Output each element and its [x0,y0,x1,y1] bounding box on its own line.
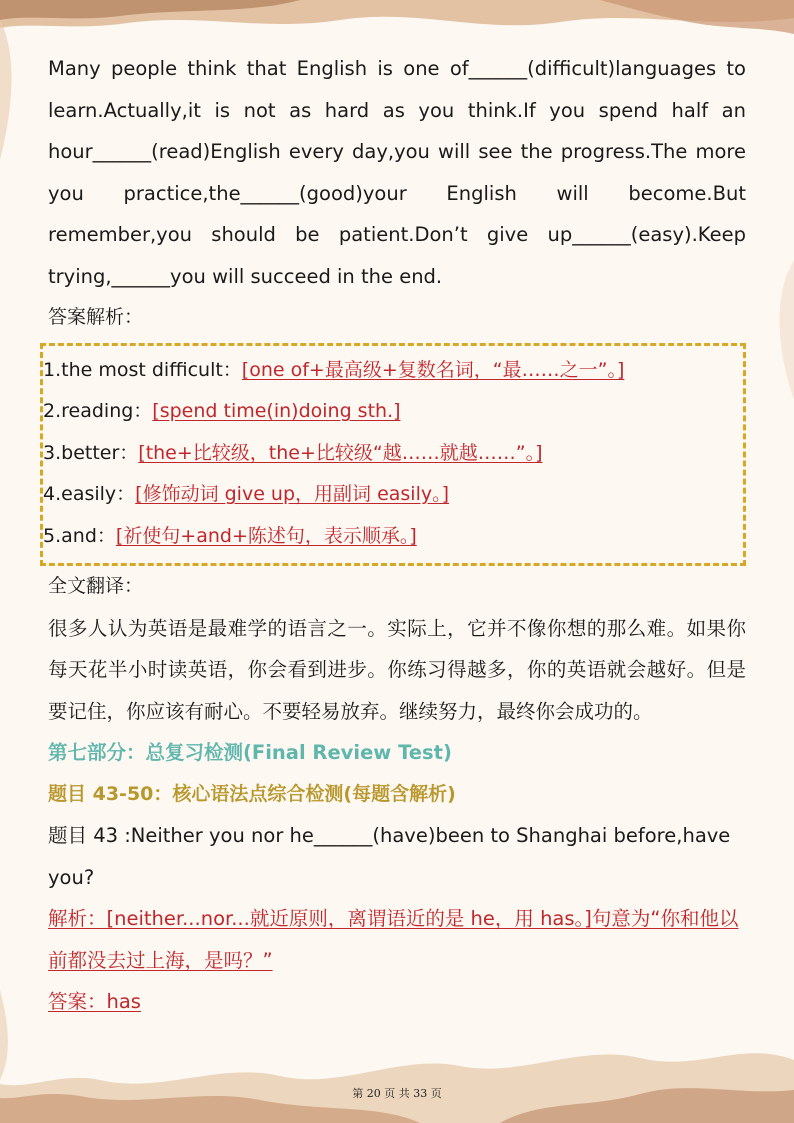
answer-head: 4.easily： [43,483,136,505]
answer-note: [the+比较级，the+比较级“越……就越……”。] [138,441,543,464]
answer-note: [祈使句+and+陈述句，表示顺承。] [115,524,417,547]
answer-head: 3.better： [43,441,139,464]
cloze-passage: Many people think that English is one of______(difficult)languages to learn.Actually,it is not as hard as you think.If you spend half an hour______(read)English every day,you will see the progress.The more you practice,the______(good)your English will become.But remember,you should be patient.Don’t give up______(easy).Keep trying,______you will succeed in the end. [48,57,746,288]
answer-note: [spend time(in)doing sth.] [152,400,401,422]
answers-label: 答案解析： [48,306,144,328]
question-43: 题目 43 :Neither you nor he______(have)been to Shanghai before,have you? [48,824,731,889]
page-footer: 第 20 页 共 33 页 [352,1087,442,1100]
section-heading: 第七部分：总复习检测(Final Review Test) [48,741,452,764]
translation-text: 很多人认为英语是最难学的语言之一。实际上，它并不像你想的那么难。如果你每天花半小时读英语，你会看到进步。你练习得越多，你的英语就会越好。但是要记住，你应该有耐心。不要轻易放弃。继续努力，最终你会成功的。 [48,616,746,723]
answer-head: 1.the most difficult： [43,358,242,381]
answer-note: [修饰动词 give up，用副词 easily。] [135,483,450,505]
answer-item [43,391,743,433]
answer-head: 2.reading： [43,400,153,422]
answer-item [43,474,743,516]
question-43-answer: 答案：has [48,990,141,1013]
question-43-analysis: 解析：[neither...nor...就近原则，离谓语近的是 he，用 has。]句意为“你和他以前都没去过上海，是吗？” [48,907,739,972]
answer-item [43,350,743,392]
answer-box [40,343,746,567]
page-content [43,48,746,1023]
answer-item [43,433,743,475]
answer-head: 5.and： [43,524,116,547]
subheading: 题目 43-50：核心语法点综合检测(每题含解析) [48,782,456,805]
translation-label: 全文翻译： [48,575,144,597]
answer-note: [one of+最高级+复数名词，“最……之一”。] [241,358,625,381]
answer-item [43,516,743,558]
